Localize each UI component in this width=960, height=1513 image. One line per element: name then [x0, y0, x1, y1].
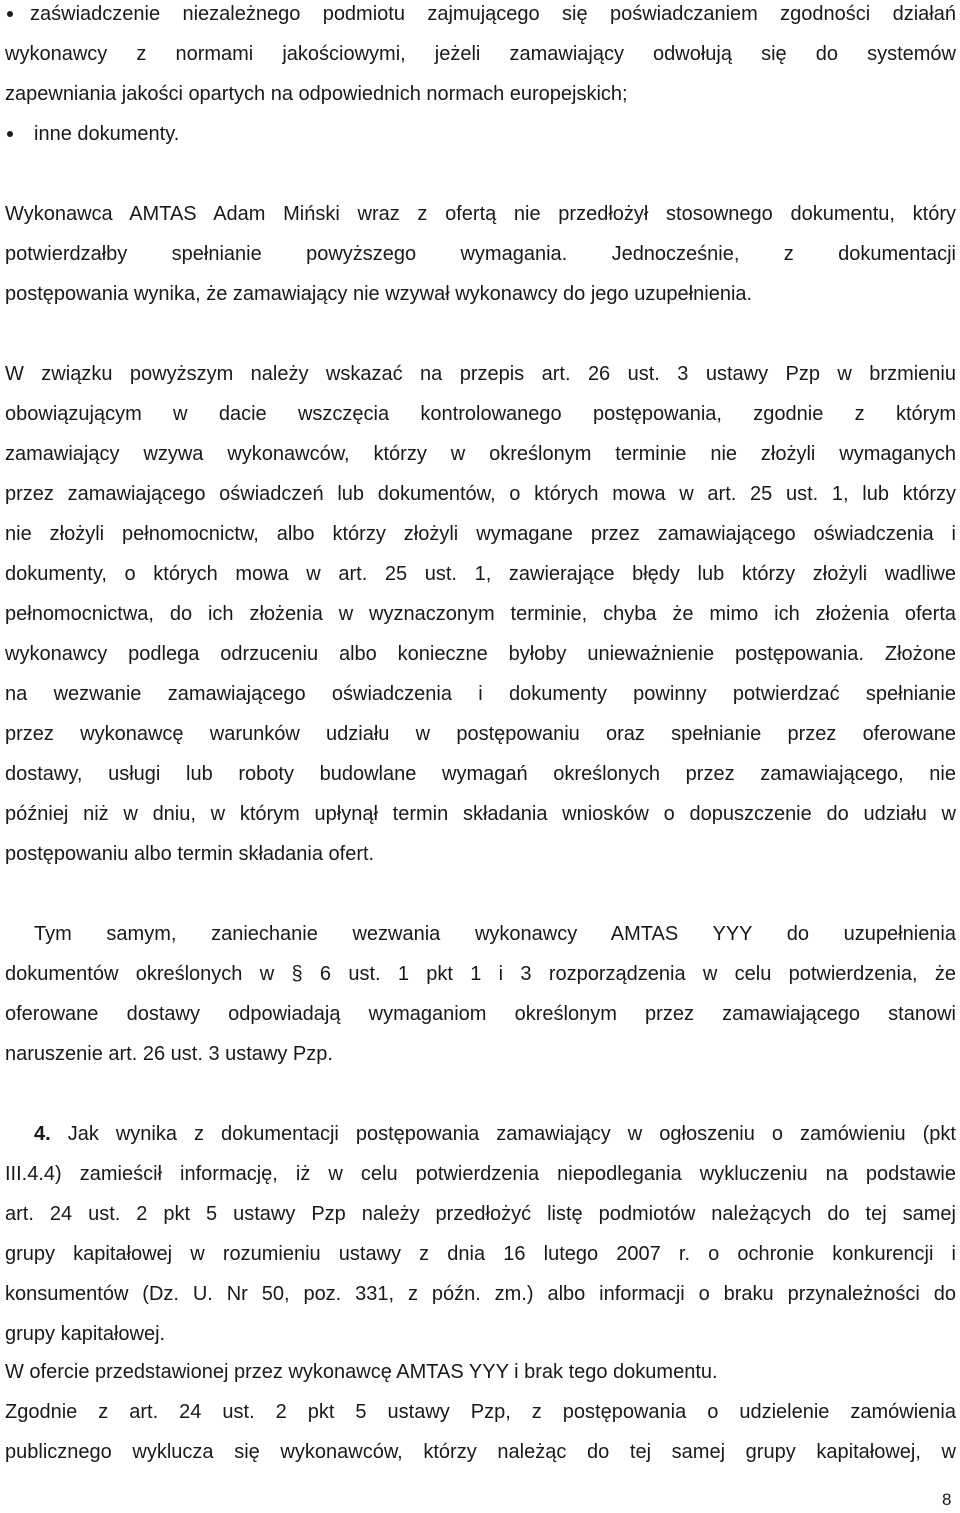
point-number: 4.: [34, 1123, 51, 1145]
text-line: W związku powyższym należy wskazać na przepis art. 26 ust. 3 ustawy Pzp w brzmieniu: [5, 363, 956, 385]
text-line: W ofercie przedstawionej przez wykonawcę AMTAS YYY i brak tego dokumentu.: [5, 1361, 718, 1383]
text-segment: 6 ust. 1 pkt 1 i 3 rozporządzenia w celu potwierdzenia, że: [319, 963, 956, 985]
text-line: Zgodnie z art. 24 ust. 2 pkt 5 ustawy Pzp, z postępowania o udzielenie zamówienia: [5, 1401, 956, 1423]
text-line: grupy kapitałowej w rozumieniu ustawy z dnia 16 lutego 2007 r. o ochronie konkurencji i: [5, 1243, 956, 1265]
text-line: dostawy, usługi lub roboty budowlane wymagań określonych przez zamawiającego, nie: [5, 763, 956, 785]
text-line: obowiązującym w dacie wszczęcia kontrolowanego postępowania, zgodnie z którym: [5, 403, 956, 425]
text-line: zamawiający wzywa wykonawców, którzy w określonym terminie nie złożyli wymaganych: [5, 443, 956, 465]
text-line: art. 24 ust. 2 pkt 5 ustawy Pzp należy przedłożyć listę podmiotów należących do tej samej: [5, 1203, 956, 1225]
text-line: publicznego wyklucza się wykonawców, którzy należąc do tej samej grupy kapitałowej, w: [5, 1441, 956, 1463]
text-line: wykonawcy z normami jakościowymi, jeżeli zamawiający odwołują się do systemów: [5, 43, 956, 65]
text-line: oferowane dostawy odpowiadają wymaganiom określonym przez zamawiającego stanowi: [5, 1003, 956, 1025]
text-line: Tym samym, zaniechanie wezwania wykonawcy AMTAS YYY do uzupełnienia: [34, 923, 956, 945]
text-line: inne dokumenty.: [34, 123, 180, 145]
text-line: dokumenty, o których mowa w art. 25 ust. 1, zawierające błędy lub którzy złożyli wadliwe: [5, 563, 956, 585]
text-line: Wykonawca AMTAS Adam Miński wraz z ofertą nie przedłożył stosownego dokumentu, który: [5, 203, 956, 225]
text-segment: dokumentów określonych w: [5, 963, 275, 985]
page-number: 8: [942, 1490, 952, 1509]
text-line: pełnomocnictwa, do ich złożenia w wyznaczonym terminie, chyba że mimo ich złożenia oferta: [5, 603, 956, 625]
text-line: konsumentów (Dz. U. Nr 50, poz. 331, z późn. zm.) albo informacji o braku przynależności do: [5, 1283, 956, 1305]
text-line: postępowania wynika, że zamawiający nie wzywał wykonawcy do jego uzupełnienia.: [5, 283, 753, 305]
text-line: [34, 1122, 956, 1146]
text-line: III.4.4) zamieścił informację, iż w celu potwierdzenia niepodlegania wykluczeniu na podstawie: [5, 1163, 956, 1185]
text-line: przez wykonawcę warunków udziału w postępowaniu oraz spełnianie przez oferowane: [5, 723, 956, 745]
text-line: przez zamawiającego oświadczeń lub dokumentów, o których mowa w art. 25 ust. 1, lub którzy: [5, 483, 956, 505]
section-symbol: §: [291, 963, 303, 985]
text-line: [5, 962, 956, 986]
text-line: później niż w dniu, w którym upłynął termin składania wniosków o dopuszczenie do udziału w: [5, 803, 956, 825]
text-line: naruszenie art. 26 ust. 3 ustawy Pzp.: [5, 1043, 333, 1065]
text-line: potwierdzałby spełnianie powyższego wymagania. Jednocześnie, z dokumentacji: [5, 243, 956, 265]
text-line: postępowaniu albo termin składania ofert.: [5, 843, 375, 865]
text-line: na wezwanie zamawiającego oświadczenia i dokumenty powinny potwierdzać spełnianie: [5, 683, 956, 705]
text-segment: Jak wynika z dokumentacji postępowania zamawiający w ogłoszeniu o zamówieniu (pkt: [67, 1123, 956, 1145]
text-line: nie złożyli pełnomocnictw, albo którzy złożyli wymagane przez zamawiającego oświadczenia i: [5, 523, 956, 545]
text-line: zaświadczenie niezależnego podmiotu zajmującego się poświadczaniem zgodności działań: [30, 3, 956, 25]
text-line: grupy kapitałowej.: [5, 1323, 166, 1345]
text-line: zapewniania jakości opartych na odpowiednich normach europejskich;: [5, 83, 628, 105]
text-line: wykonawcy podlega odrzuceniu albo konieczne byłoby unieważnienie postępowania. Złożone: [5, 643, 956, 665]
